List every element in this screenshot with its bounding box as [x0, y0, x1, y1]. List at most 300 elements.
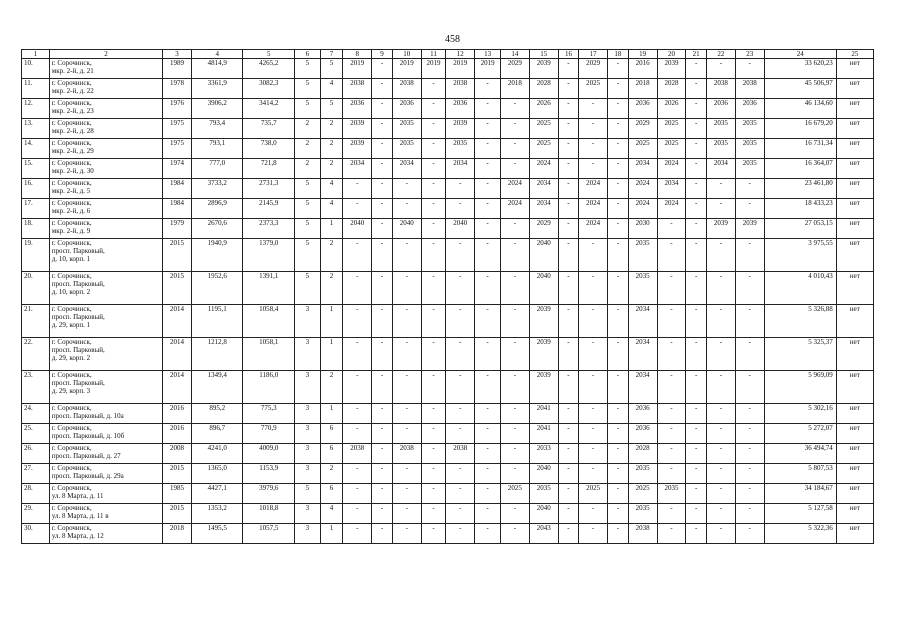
table-row	[22, 424, 874, 444]
table-cell: -	[657, 404, 686, 424]
table-cell: 2040	[392, 219, 421, 239]
page-number: 458	[445, 34, 460, 45]
table-cell: 3979,6	[243, 484, 295, 504]
table-cell: 33 620,23	[764, 59, 836, 79]
table-cell: 2035	[529, 484, 558, 504]
table-cell: -	[372, 139, 393, 159]
column-number-header: 6	[294, 50, 320, 59]
table-cell: 46 134,60	[764, 99, 836, 119]
table-cell: 2024	[579, 219, 608, 239]
table-cell: 1984	[163, 179, 192, 199]
table-cell: 30.	[22, 524, 50, 544]
table-cell: 1974	[163, 159, 192, 179]
table-cell: нет	[836, 305, 873, 338]
table-cell: 2039	[529, 371, 558, 404]
table-cell: 5	[294, 199, 320, 219]
table-cell: -	[500, 272, 529, 305]
table-cell: -	[392, 272, 421, 305]
table-cell: -	[372, 424, 393, 444]
table-cell: 5	[320, 59, 343, 79]
table-cell: 896,7	[191, 424, 243, 444]
table-cell: -	[500, 338, 529, 371]
table-cell: -	[706, 199, 735, 219]
table-cell: нет	[836, 444, 873, 464]
table-cell: 770,9	[243, 424, 295, 444]
table-cell: 1984	[163, 199, 192, 219]
table-cell: 3733,2	[191, 179, 243, 199]
table-cell: -	[372, 159, 393, 179]
table-cell: 13.	[22, 119, 50, 139]
table-cell: -	[608, 338, 629, 371]
table-cell: 1153,9	[243, 464, 295, 484]
table-cell: -	[706, 338, 735, 371]
table-cell: -	[686, 272, 707, 305]
column-number-header: 15	[529, 50, 558, 59]
table-cell: -	[558, 139, 579, 159]
table-body	[22, 59, 874, 544]
table-cell: 2029	[579, 59, 608, 79]
table-cell: -	[372, 79, 393, 99]
table-cell: 5	[320, 99, 343, 119]
table-cell: 1058,4	[243, 305, 295, 338]
table-cell: 2036	[628, 404, 657, 424]
table-cell: -	[608, 424, 629, 444]
table-cell: 19.	[22, 239, 50, 272]
table-cell: 2019	[446, 59, 475, 79]
table-cell: -	[446, 524, 475, 544]
table-cell: -	[372, 239, 393, 272]
table-row	[22, 139, 874, 159]
table-cell: 1379,0	[243, 239, 295, 272]
table-cell: 3	[294, 504, 320, 524]
table-cell: 2024	[529, 159, 558, 179]
table-cell: 1	[320, 404, 343, 424]
table-cell: 5	[294, 484, 320, 504]
table-row	[22, 444, 874, 464]
table-cell: 2019	[421, 59, 446, 79]
table-cell: 4	[320, 199, 343, 219]
table-cell: 3	[294, 464, 320, 484]
table-cell: -	[706, 179, 735, 199]
table-cell: 2035	[735, 119, 764, 139]
column-number-header: 7	[320, 50, 343, 59]
table-cell: г. Сорочинск, ул. 8 Марта, д. 12	[49, 524, 162, 544]
table-cell: 2025	[628, 484, 657, 504]
table-cell: 28.	[22, 484, 50, 504]
table-cell: 2036	[735, 99, 764, 119]
table-cell: 2025	[579, 484, 608, 504]
table-cell: 2034	[628, 371, 657, 404]
table-cell: 2028	[529, 79, 558, 99]
table-cell: -	[686, 338, 707, 371]
table-cell: 2035	[735, 139, 764, 159]
table-cell: -	[558, 404, 579, 424]
column-number-header: 2	[49, 50, 162, 59]
table-cell: 2038	[392, 444, 421, 464]
table-cell: -	[735, 504, 764, 524]
table-cell: -	[579, 159, 608, 179]
table-cell: -	[579, 404, 608, 424]
table-row	[22, 338, 874, 371]
table-cell: -	[421, 272, 446, 305]
table-cell: -	[372, 305, 393, 338]
table-cell: -	[446, 404, 475, 424]
column-number-header: 17	[579, 50, 608, 59]
table-cell: 2016	[163, 404, 192, 424]
table-cell: -	[475, 371, 501, 404]
table-cell: 27.	[22, 464, 50, 484]
table-cell: -	[735, 305, 764, 338]
table-cell: -	[343, 338, 372, 371]
housing-table	[21, 49, 874, 544]
table-cell: -	[735, 424, 764, 444]
table-cell: -	[706, 59, 735, 79]
table-cell: 10.	[22, 59, 50, 79]
table-cell: 3361,9	[191, 79, 243, 99]
table-cell: 2024	[579, 199, 608, 219]
table-cell: -	[558, 424, 579, 444]
table-row	[22, 504, 874, 524]
table-cell: 2038	[628, 524, 657, 544]
table-cell: 1495,5	[191, 524, 243, 544]
table-cell: 2	[320, 371, 343, 404]
table-cell: -	[372, 504, 393, 524]
table-cell: 2019	[475, 59, 501, 79]
table-cell: -	[558, 199, 579, 219]
table-row	[22, 371, 874, 404]
table-cell: 2	[294, 119, 320, 139]
table-cell: 1195,1	[191, 305, 243, 338]
table-cell: -	[558, 371, 579, 404]
column-number-header: 16	[558, 50, 579, 59]
table-cell: -	[706, 444, 735, 464]
table-cell: -	[706, 404, 735, 424]
table-cell: -	[421, 239, 446, 272]
table-cell: 2039	[343, 119, 372, 139]
table-cell: нет	[836, 79, 873, 99]
table-cell: -	[500, 371, 529, 404]
table-cell: 2025	[628, 139, 657, 159]
table-cell: 2035	[735, 159, 764, 179]
table-cell: 17.	[22, 199, 50, 219]
table-cell: 2030	[628, 219, 657, 239]
table-cell: 2034	[446, 159, 475, 179]
table-cell: -	[558, 338, 579, 371]
column-number-header: 8	[343, 50, 372, 59]
table-cell: -	[579, 99, 608, 119]
table-cell: -	[608, 159, 629, 179]
table-cell: нет	[836, 338, 873, 371]
table-cell: -	[686, 524, 707, 544]
table-cell: 2019	[392, 59, 421, 79]
table-cell: -	[446, 272, 475, 305]
table-cell: 1952,6	[191, 272, 243, 305]
table-cell: г. Сорочинск, просп. Парковый, д. 29, корп. 1	[49, 305, 162, 338]
table-cell: -	[446, 484, 475, 504]
table-cell: 1976	[163, 99, 192, 119]
table-cell: 2019	[343, 59, 372, 79]
table-cell: 3	[294, 338, 320, 371]
table-cell: -	[500, 159, 529, 179]
table-cell: -	[686, 99, 707, 119]
table-cell: -	[608, 524, 629, 544]
table-cell: -	[706, 305, 735, 338]
table-cell: 12.	[22, 99, 50, 119]
table-cell: 2035	[628, 239, 657, 272]
table-cell: 2024	[628, 199, 657, 219]
table-cell: 738,0	[243, 139, 295, 159]
table-cell: 16 679,20	[764, 119, 836, 139]
table-cell: -	[500, 305, 529, 338]
table-row	[22, 159, 874, 179]
table-cell: 20.	[22, 272, 50, 305]
table-cell: 2016	[163, 424, 192, 444]
table-cell: 2039	[529, 305, 558, 338]
table-cell: 2034	[392, 159, 421, 179]
table-row	[22, 199, 874, 219]
table-cell: -	[608, 404, 629, 424]
table-cell: нет	[836, 404, 873, 424]
table-cell: 2039	[735, 219, 764, 239]
table-cell: -	[558, 159, 579, 179]
table-cell: 2040	[343, 219, 372, 239]
table-cell: 2670,6	[191, 219, 243, 239]
table-cell: -	[657, 504, 686, 524]
table-cell: 2040	[529, 504, 558, 524]
table-cell: -	[608, 444, 629, 464]
table-cell: 1	[320, 524, 343, 544]
table-cell: г. Сорочинск, мкр. 2-й, д. 22	[49, 79, 162, 99]
table-cell: нет	[836, 159, 873, 179]
table-cell: -	[608, 464, 629, 484]
table-cell: -	[686, 424, 707, 444]
table-cell: -	[446, 305, 475, 338]
table-cell: -	[421, 179, 446, 199]
table-cell: нет	[836, 99, 873, 119]
table-cell: -	[608, 119, 629, 139]
table-cell: -	[706, 464, 735, 484]
table-cell: -	[392, 371, 421, 404]
table-cell: -	[343, 404, 372, 424]
table-cell: -	[421, 99, 446, 119]
table-cell: 14.	[22, 139, 50, 159]
table-cell: -	[735, 199, 764, 219]
table-cell: 36 494,74	[764, 444, 836, 464]
table-cell: -	[343, 371, 372, 404]
table-cell: 27 053,15	[764, 219, 836, 239]
table-cell: 1979	[163, 219, 192, 239]
table-cell: -	[608, 371, 629, 404]
table-cell: -	[706, 484, 735, 504]
table-cell: 2036	[628, 424, 657, 444]
table-cell: 5 969,09	[764, 371, 836, 404]
table-cell: -	[475, 139, 501, 159]
table-cell: 2	[320, 272, 343, 305]
table-cell: -	[372, 524, 393, 544]
table-cell: 2039	[529, 338, 558, 371]
table-cell: -	[421, 464, 446, 484]
table-cell: г. Сорочинск, мкр. 2-й, д. 23	[49, 99, 162, 119]
table-cell: 2039	[446, 119, 475, 139]
table-cell: -	[686, 444, 707, 464]
table-cell: 1365,0	[191, 464, 243, 484]
table-row	[22, 239, 874, 272]
table-cell: 5 322,36	[764, 524, 836, 544]
table-cell: -	[475, 272, 501, 305]
table-cell: -	[343, 239, 372, 272]
table-cell: -	[686, 159, 707, 179]
table-cell: 4	[320, 79, 343, 99]
table-cell: -	[579, 504, 608, 524]
table-cell: 2015	[163, 239, 192, 272]
table-cell: 2034	[706, 159, 735, 179]
table-cell: -	[446, 179, 475, 199]
table-cell: 2043	[529, 524, 558, 544]
table-cell: г. Сорочинск, просп. Парковый, д. 29а	[49, 464, 162, 484]
table-cell: -	[421, 338, 446, 371]
table-cell: г. Сорочинск, мкр. 2-й, д. 21	[49, 59, 162, 79]
table-cell: 2038	[446, 444, 475, 464]
column-number-header: 19	[628, 50, 657, 59]
table-cell: 6	[320, 444, 343, 464]
table-cell: 2036	[446, 99, 475, 119]
table-cell: 2024	[500, 179, 529, 199]
table-cell: -	[500, 404, 529, 424]
table-cell: -	[686, 119, 707, 139]
table-cell: 2040	[529, 272, 558, 305]
table-cell: 2036	[706, 99, 735, 119]
table-cell: -	[657, 524, 686, 544]
table-cell: -	[392, 524, 421, 544]
table-cell: 4009,0	[243, 444, 295, 464]
table-cell: -	[500, 424, 529, 444]
table-cell: 2038	[446, 79, 475, 99]
table-cell: 2024	[657, 159, 686, 179]
table-cell: г. Сорочинск, мкр. 2-й, д. 6	[49, 199, 162, 219]
table-cell: -	[446, 371, 475, 404]
table-cell: 2016	[628, 59, 657, 79]
table-cell: 895,2	[191, 404, 243, 424]
table-cell: -	[686, 464, 707, 484]
table-cell: 1975	[163, 119, 192, 139]
table-cell: 3414,2	[243, 99, 295, 119]
table-cell: -	[392, 424, 421, 444]
table-cell: 2	[320, 464, 343, 484]
table-cell: -	[392, 504, 421, 524]
table-cell: -	[372, 404, 393, 424]
table-cell: -	[475, 305, 501, 338]
table-cell: -	[558, 272, 579, 305]
column-number-header: 13	[475, 50, 501, 59]
table-cell: 2035	[628, 272, 657, 305]
table-cell: г. Сорочинск, мкр. 2-й, д. 29	[49, 139, 162, 159]
table-row	[22, 464, 874, 484]
table-cell: -	[343, 504, 372, 524]
table-cell: -	[343, 464, 372, 484]
table-cell: -	[372, 99, 393, 119]
table-cell: г. Сорочинск, мкр. 2-й, д. 9	[49, 219, 162, 239]
column-number-header: 21	[686, 50, 707, 59]
table-cell: 2731,3	[243, 179, 295, 199]
table-cell: -	[421, 119, 446, 139]
table-cell: 1	[320, 338, 343, 371]
table-cell: 2028	[628, 444, 657, 464]
table-cell: -	[446, 464, 475, 484]
table-cell: 2015	[163, 272, 192, 305]
table-cell: 4241,0	[191, 444, 243, 464]
table-cell: 2029	[529, 219, 558, 239]
table-cell: -	[657, 272, 686, 305]
table-cell: -	[686, 404, 707, 424]
table-cell: -	[608, 199, 629, 219]
table-cell: нет	[836, 424, 873, 444]
table-cell: -	[579, 524, 608, 544]
table-cell: -	[475, 79, 501, 99]
table-cell: -	[558, 179, 579, 199]
table-row	[22, 79, 874, 99]
table-cell: -	[686, 371, 707, 404]
table-cell: 2038	[706, 79, 735, 99]
table-cell: 1353,2	[191, 504, 243, 524]
table-cell: -	[657, 424, 686, 444]
table-cell: нет	[836, 59, 873, 79]
table-cell: -	[446, 239, 475, 272]
table-cell: -	[657, 305, 686, 338]
table-cell: нет	[836, 179, 873, 199]
table-cell: -	[421, 305, 446, 338]
table-cell: -	[500, 139, 529, 159]
table-cell: -	[343, 424, 372, 444]
table-row	[22, 59, 874, 79]
table-cell: 2035	[446, 139, 475, 159]
table-cell: 18.	[22, 219, 50, 239]
table-cell: -	[372, 272, 393, 305]
table-cell: -	[657, 239, 686, 272]
table-cell: 2034	[628, 305, 657, 338]
table-cell: -	[579, 119, 608, 139]
table-cell: 2041	[529, 424, 558, 444]
table-cell: 2035	[392, 119, 421, 139]
table-cell: 4	[320, 504, 343, 524]
table-cell: -	[686, 59, 707, 79]
table-cell: нет	[836, 504, 873, 524]
table-cell: -	[608, 239, 629, 272]
table-cell: 11.	[22, 79, 50, 99]
column-number-header: 1	[22, 50, 50, 59]
table-cell: 4265,2	[243, 59, 295, 79]
table-cell: -	[686, 219, 707, 239]
table-cell: -	[446, 504, 475, 524]
table-cell: 2034	[628, 338, 657, 371]
table-cell: -	[343, 305, 372, 338]
table-cell: 23.	[22, 371, 50, 404]
table-cell: 4	[320, 179, 343, 199]
table-cell: -	[372, 464, 393, 484]
table-cell: -	[558, 219, 579, 239]
table-cell: 5	[294, 272, 320, 305]
table-cell: -	[686, 199, 707, 219]
table-cell: -	[686, 484, 707, 504]
table-cell: 1975	[163, 139, 192, 159]
table-cell: 2	[320, 239, 343, 272]
table-cell: -	[558, 59, 579, 79]
table-cell: -	[608, 79, 629, 99]
table-cell: 3	[294, 524, 320, 544]
column-number-header: 25	[836, 50, 873, 59]
table-cell: -	[475, 179, 501, 199]
table-cell: 2026	[657, 99, 686, 119]
table-cell: -	[392, 179, 421, 199]
